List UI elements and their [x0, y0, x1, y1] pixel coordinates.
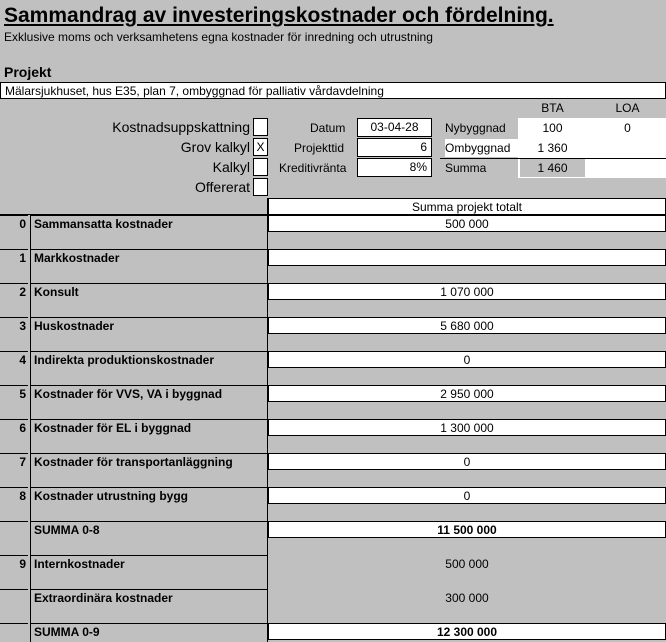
estimate-type-label-0: Kostnadsuppskattning — [112, 119, 250, 135]
cost-row-name: Sammansatta kostnader — [30, 215, 268, 232]
estimate-type-label-2: Kalkyl — [212, 159, 250, 175]
cost-row-value[interactable]: 0 — [268, 351, 666, 368]
area-row-loa-0[interactable]: 0 — [624, 121, 631, 135]
cost-row-spacer-left — [30, 266, 268, 283]
project-description-field[interactable]: Mälarsjukhuset, hus E35, plan 7, ombyggnad för palliativ vårdavdelning — [0, 82, 666, 99]
cost-row-number: 6 — [0, 419, 28, 436]
estimate-type-label-3: Offererat — [195, 179, 250, 195]
page-title: Sammandrag av investeringskostnader och fördelning. — [4, 4, 554, 27]
cost-row — [0, 351, 666, 368]
cost-row-spacer-left — [30, 368, 268, 385]
cost-row-number: 5 — [0, 385, 28, 402]
cost-row-spacer — [0, 572, 666, 589]
cost-row-spacer — [0, 504, 666, 521]
cost-row-number: 1 — [0, 249, 28, 266]
cost-row-value[interactable]: 1 300 000 — [268, 419, 666, 436]
cost-row — [0, 623, 666, 640]
cost-row-spacer-left — [30, 504, 268, 521]
cost-row-number — [0, 521, 28, 538]
cost-row-name: Extraordinära kostnader — [30, 589, 268, 606]
estimate-type-checkbox-2[interactable] — [253, 158, 268, 176]
cost-row — [0, 249, 666, 266]
estimate-type-checkbox-0[interactable] — [253, 118, 268, 136]
project-label: Projekt — [4, 64, 52, 80]
projekttid-field[interactable]: 6 — [357, 138, 432, 157]
cost-row-spacer — [0, 436, 666, 453]
cost-row-name: SUMMA 0-8 — [30, 521, 268, 538]
loa-column-header: LOA — [615, 101, 640, 115]
cost-row — [0, 589, 666, 606]
cost-row-spacer-left — [30, 538, 268, 555]
cost-row — [0, 487, 666, 504]
estimate-type-checkbox-1[interactable]: X — [253, 138, 268, 156]
cost-row-value[interactable]: 1 070 000 — [268, 283, 666, 300]
cost-row — [0, 453, 666, 470]
cost-row-value[interactable]: 500 000 — [268, 215, 666, 232]
cost-row-number: 4 — [0, 351, 28, 368]
cost-row-number: 0 — [0, 215, 28, 232]
cost-row-spacer — [0, 538, 666, 555]
cost-row-number: 2 — [0, 283, 28, 300]
area-row-bta-1[interactable]: 1 360 — [537, 141, 568, 155]
cost-row-spacer — [0, 606, 666, 623]
cost-row-number: 7 — [0, 453, 28, 470]
cost-row-spacer — [0, 402, 666, 419]
area-row-bta-0[interactable]: 100 — [542, 121, 563, 135]
cost-row-name: Konsult — [30, 283, 268, 300]
kreditranta-field[interactable]: 8% — [357, 158, 432, 177]
cost-row-value[interactable]: 300 000 — [268, 589, 666, 606]
cost-row-spacer-left — [30, 606, 268, 623]
cost-row — [0, 317, 666, 334]
cost-row-value[interactable]: 0 — [268, 453, 666, 470]
cost-row-spacer — [0, 300, 666, 317]
cost-row — [0, 555, 666, 572]
cost-row-number: 3 — [0, 317, 28, 334]
area-row-label-1: Ombyggnad — [445, 139, 518, 157]
area-row-label-0: Nybyggnad — [445, 121, 506, 135]
area-row-label-2: Summa — [445, 161, 487, 175]
cost-row-spacer — [0, 368, 666, 385]
cost-row-spacer-left — [30, 470, 268, 487]
cost-row-name: Internkostnader — [30, 555, 268, 572]
cost-row-spacer-left — [30, 572, 268, 589]
cost-row-name: Huskostnader — [30, 317, 268, 334]
cost-row-name: SUMMA 0-9 — [30, 623, 268, 640]
area-row-bta-2: 1 460 — [520, 159, 585, 177]
cost-row-number: 9 — [0, 555, 28, 572]
cost-row-value[interactable]: 12 300 000 — [268, 623, 666, 640]
page-subtitle: Exklusive moms och verksamhetens egna kostnader för inredning och utrustning — [4, 30, 433, 44]
datum-field[interactable]: 03-04-28 — [357, 118, 432, 137]
cost-row-spacer-left — [30, 232, 268, 249]
cost-row-spacer — [0, 232, 666, 249]
cost-row-value[interactable]: 0 — [268, 487, 666, 504]
cost-row — [0, 385, 666, 402]
cost-row-spacer-left — [30, 300, 268, 317]
datum-label: Datum — [310, 121, 346, 135]
cost-row-number: 8 — [0, 487, 28, 504]
estimate-type-label-1: Grov kalkyl — [180, 139, 250, 155]
estimate-type-checkbox-3[interactable] — [253, 178, 268, 196]
cost-row-spacer-left — [30, 334, 268, 351]
cost-row-name: Indirekta produktionskostnader — [30, 351, 268, 368]
bta-column-header: BTA — [541, 101, 564, 115]
kreditranta-label: Kreditivränta — [279, 161, 347, 175]
cost-row-value[interactable]: 500 000 — [268, 555, 666, 572]
cost-row — [0, 215, 666, 232]
cost-row-spacer — [0, 334, 666, 351]
cost-row — [0, 521, 666, 538]
cost-row-name: Kostnader för VVS, VA i byggnad — [30, 385, 268, 402]
cost-row-value[interactable]: 2 950 000 — [268, 385, 666, 402]
cost-row-number — [0, 623, 28, 640]
total-column-header: Summa projekt totalt — [268, 198, 666, 216]
cost-table-divider — [267, 198, 268, 642]
projekttid-label: Projekttid — [294, 141, 345, 155]
cost-row-spacer — [0, 266, 666, 283]
cost-row-value[interactable]: 11 500 000 — [268, 521, 666, 538]
cost-row — [0, 419, 666, 436]
cost-row-spacer-left — [30, 402, 268, 419]
cost-row-value[interactable]: 5 680 000 — [268, 317, 666, 334]
cost-row-name: Kostnader utrustning bygg — [30, 487, 268, 504]
cost-row — [0, 283, 666, 300]
cost-row-number — [0, 589, 28, 606]
cost-row-name: Markkostnader — [30, 249, 268, 266]
cost-row-spacer — [0, 470, 666, 487]
cost-row-name: Kostnader för EL i byggnad — [30, 419, 268, 436]
cost-row-value[interactable] — [268, 249, 666, 266]
cost-row-name: Kostnader för transportanläggning — [30, 453, 268, 470]
cost-row-spacer-left — [30, 436, 268, 453]
